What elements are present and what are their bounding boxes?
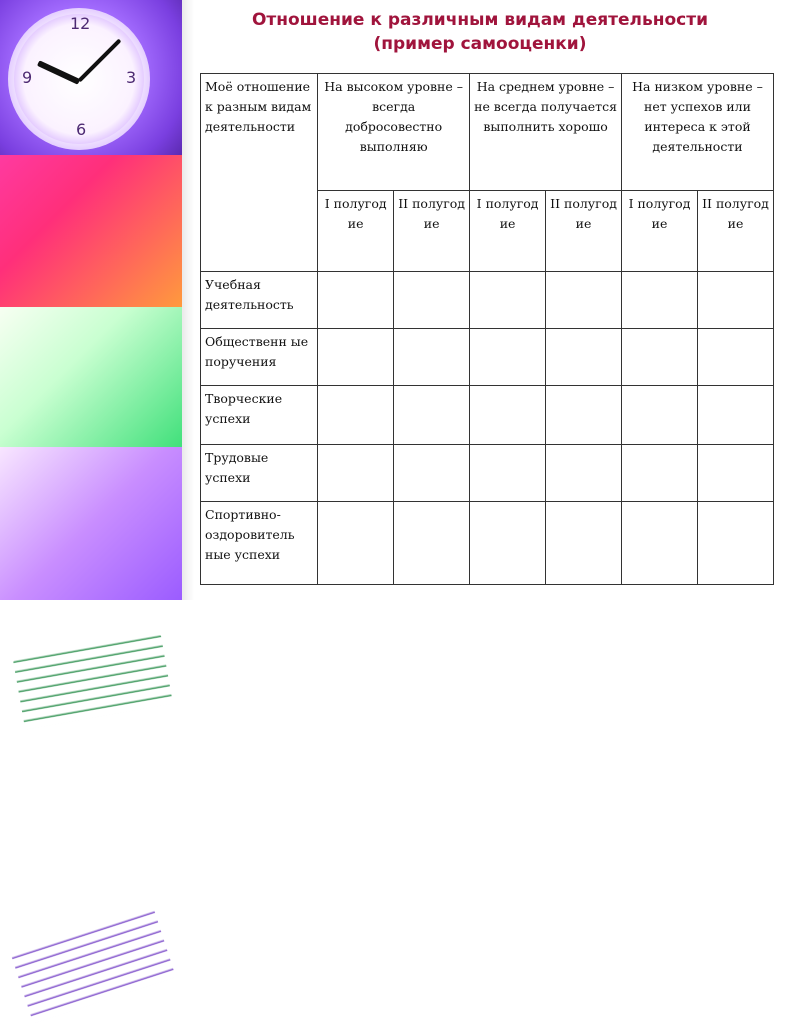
row-label-cell: [201, 329, 318, 386]
table-header-row: [201, 74, 774, 191]
table-row: [201, 445, 774, 502]
self-assessment-table: [200, 73, 774, 585]
table-header-group: [318, 74, 470, 191]
table-cell[interactable]: [697, 272, 773, 329]
table-cell[interactable]: [622, 502, 698, 585]
table-cell[interactable]: [622, 386, 698, 445]
table-cell[interactable]: [546, 502, 622, 585]
table-subheader-cell: [546, 191, 622, 272]
table-subheader-cell: [318, 191, 394, 272]
table-row: [201, 502, 774, 585]
table-header-group-medium: На среднем уровне – не всегда получается выполнить хорошо: [474, 79, 617, 134]
table-cell[interactable]: [394, 386, 470, 445]
paper-panel-green: [0, 307, 182, 447]
table-subheader-cell: [622, 191, 698, 272]
table-cell[interactable]: [546, 329, 622, 386]
table-header-group: [470, 74, 622, 191]
table-header-group-low: На низком уровне – нет успехов или интереса к этой деятельности: [632, 79, 763, 154]
table-cell[interactable]: [697, 386, 773, 445]
clock-number: 6: [76, 120, 87, 139]
table-cell[interactable]: [394, 272, 470, 329]
row-label: Учебная деятельность: [205, 277, 294, 312]
table-cell[interactable]: [697, 329, 773, 386]
semester-label: II полугод ие: [398, 196, 466, 231]
table-cell[interactable]: [318, 445, 394, 502]
table-cell[interactable]: [622, 445, 698, 502]
semester-label: I полугод ие: [476, 196, 539, 231]
table-cell[interactable]: [546, 445, 622, 502]
wall-clock-icon: [8, 8, 150, 150]
semester-label: I полугод ие: [628, 196, 691, 231]
row-label-cell: [201, 502, 318, 585]
table-header-group-high: На высоком уровне – всегда добросовестно выполняю: [324, 79, 464, 154]
semester-label: I полугод ие: [324, 196, 387, 231]
table-cell[interactable]: [470, 329, 546, 386]
clock-hour-hand: [37, 60, 80, 84]
table-header-col0-text: Моё отношение к разным видам деятельности: [205, 79, 312, 134]
table-cell[interactable]: [470, 502, 546, 585]
table-row: [201, 329, 774, 386]
clock-panel-top: [0, 0, 182, 155]
table-cell[interactable]: [546, 272, 622, 329]
page-title: [200, 8, 760, 56]
table-cell[interactable]: [622, 329, 698, 386]
table-cell[interactable]: [318, 502, 394, 585]
table-cell[interactable]: [697, 502, 773, 585]
paper-panel-purple: [0, 447, 182, 600]
table-cell[interactable]: [622, 272, 698, 329]
table-row: [201, 272, 774, 329]
table-cell[interactable]: [318, 329, 394, 386]
title-line-1: Отношение к различным видам деятельности: [251, 10, 709, 30]
row-label: Спортивно-оздоровитель ные успехи: [205, 507, 295, 562]
table-cell[interactable]: [394, 502, 470, 585]
paper-stack-icon: [13, 635, 173, 730]
table-row: [201, 386, 774, 445]
strip-shadow: [182, 0, 194, 600]
table-header-cell: [201, 74, 318, 272]
clock-minute-hand: [78, 39, 122, 83]
table-cell[interactable]: [470, 386, 546, 445]
clock-panel-middle: [0, 155, 182, 307]
row-label: Творческие успехи: [205, 391, 283, 426]
table-subheader-cell: [394, 191, 470, 272]
table-cell[interactable]: [697, 445, 773, 502]
row-label-cell: [201, 386, 318, 445]
table-subheader-cell: [470, 191, 546, 272]
semester-label: II полугод ие: [702, 196, 769, 231]
row-label-cell: [201, 272, 318, 329]
table-cell[interactable]: [394, 445, 470, 502]
clock-number: 9: [22, 68, 33, 87]
clock-number: 12: [70, 14, 91, 33]
row-label: Трудовые успехи: [205, 450, 269, 485]
row-label: Общественн ые поручения: [205, 334, 309, 369]
table-cell[interactable]: [546, 386, 622, 445]
table-cell[interactable]: [470, 445, 546, 502]
semester-label: II полугод ие: [550, 196, 617, 231]
title-line-2: (пример самооценки): [373, 34, 587, 54]
clock-number: 3: [126, 68, 137, 87]
table-header-group: [622, 74, 774, 191]
table-cell[interactable]: [318, 272, 394, 329]
table-cell[interactable]: [318, 386, 394, 445]
decorative-strip: [0, 0, 182, 600]
table-cell[interactable]: [470, 272, 546, 329]
table-subheader-cell: [697, 191, 773, 272]
table-cell[interactable]: [394, 329, 470, 386]
paper-stack-icon: [10, 906, 176, 1023]
row-label-cell: [201, 445, 318, 502]
